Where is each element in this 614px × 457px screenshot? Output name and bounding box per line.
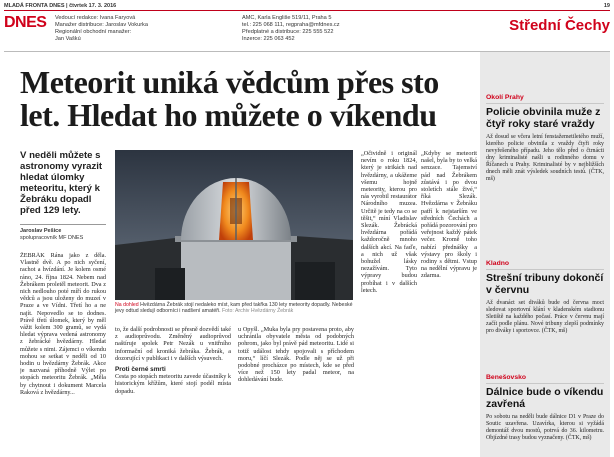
sidebar-story-text: Až dosud se včera letní fenstažemetiletého muží, kterého policie obvinila z vraždy čtyři roky nevyřešeného případu. Jeho tělo před o čtrnácti dny kriminalisté našli u rodinného domu v Říčanech u Prahy. Kriminalisté by v nejbližších dnech měli znát výsledek soudních testů. (ČTK, mš) [486,134,604,182]
sidebar-story-headline: Dálnice bude o víkendu zavřená [486,386,604,410]
article-column-1: ŽEBRÁK Rána jako z děla. Vlastně dvě. A po nich syčení, rachot a hvízdání. Je kolem osmé ráno, 24. října 1824. Nebem nad Žebrákem proletěl meteorit. Dva z nich nedlouho poté míří do rukou vědců a jsou uloženy do muzeí v Praze a ve Vídni. Třetí ho a ne najít. Nepovedlo se to dodnes. Právě třetí úlomek, který by měl vážit kolem 300 gramů, se vydá hledat výprava vedená astronomy z žebrácké hvězdárny. Hledat můžete s nimi. Zájemci o víkendu mohou se setkat v neděli od 10 hodin u hvězdárny Žebrák. Akce je nazvaná příhodně Výlet po stopách meteoritu Žebrák. „Měla by chytnout i dokument Marcela Raková z hvězdárny... [20,252,106,396]
column-2-text-b: Cesta po stopách meteoritu zavede účastníky k historickým křížům, které stojí podél místa dopadu. [115,373,231,395]
observatory-dome-image [115,150,353,300]
staff-list [55,15,148,43]
sidebar-story-tag: Kladno [486,260,604,270]
sidebar-story-text: Až dvanáct set diváků bude od června moct sledovat sportovní klání v kladenském stadionu Sletiště na každého počasí. Práce v červnu mají začít podle plánu. Nové tribuny zlepší podmínky pro diváky i sportovce. (ČTK, mš) [486,300,604,334]
sidebar-story-text: Po sobotu na neděli bude dálnice D1 v Praze do Soutic uzavřena. Uzavírka, kterou si vyžádá demontáž dvou mostů, potrvá do 36. kilometru. Objízdné trasy budou vyznačeny. (ČTK, mš) [486,414,604,441]
issue-info: MLADÁ FRONTA DNES | čtvrtek 17. 3. 2016 [4,3,117,9]
region-title: Střední Čechy [509,17,610,34]
article-column-4: „Očividně i originál nevím o roku 1824, který je strikách nad hvězdárny, a ukážeme všemu hojně meteority, kterou pro nás vyrobil restaurátor Národního muzea. Určitě je tedy na co se těšit,“ míní Vladislav Slezák. Žebrácká hvězdárna pořádá každoročně mnoho dalších akcí. Na faďe, a nich už však bohužel lásky nezažívám. Tyto výpravy budou probíhat i v dalších letech. [361,150,417,294]
staff-line: Manažer distribuce: Jaroslav Vokurka [55,22,148,28]
news-sidebar [480,52,610,457]
article-headline: Meteorit uniká vědcům přes sto let. Hledat ho můžete o víkendu [20,64,439,133]
author-name: Jaroslav Pešice [20,228,62,234]
staff-line: Regionální obchodní manažer: [55,29,132,35]
caption-text: Hvězdárna Žebrák stojí nedaleko míst, kam před takřka 130 lety meteority dopadly. Nebeské jevy odtud sledují odborníci i nadšení amatéři. [115,302,353,315]
page-number: 19 [603,3,610,9]
contact-line: tel.: 225 068 111, regpraha@mfdnes.cz [242,22,340,28]
caption-highlight: Na dohled [115,302,139,308]
subheading: Proti černé smrti [115,366,166,374]
sidebar-story-headline: Strešní tribuny dokončí v červnu [486,272,604,296]
page-top-bar [4,3,610,11]
sidebar-story-tag: Okolí Prahy [486,94,604,104]
newspaper-logo: DNES [4,14,47,31]
sidebar-story [486,374,604,442]
photo-credit: Foto: Archiv Hvězdárny Žebrák [222,308,294,315]
photo-caption [115,302,353,315]
author-role: spolupracovník MF DNES [20,235,84,241]
staff-line: Vedoucí redakce: Ivana Faryová [55,15,136,21]
byline [20,224,106,242]
contact-line: Předplatné a distribuce: 225 555 522 [242,29,334,35]
article-column-5: „Kdyby se meteorit našel, byla by to velká senzace. Tajemství pád nad Žebrákem zůstává i po dvou stoletích stále živé,“ říká Slezák. Hvězdárna v Žebráku patří k nejstarším ve středních Čechách a pořádá pozorování pro veřejnost každý pátek večer. Kromě toho nabízí přednášky a výstavy pro školy i rodiny s dětmi. Vstup na nedělní výpravu je zdarma. [421,150,477,280]
sidebar-story-tag: Benešovsko [486,374,604,384]
contact-line: AMC, Karla Engliše 519/11, Praha 5 [242,15,332,21]
article-lead: V neděli můžete s astronomy vyrazit hledat úlomky meteoritu, který k Žebráku dopadl před 129 lety. [20,150,103,216]
observatory-photo [115,150,353,300]
article-column-3: u Opyšl. „Muka byla pry postavena proto, aby uchránila obyvatele města od podobných pohrom, jako byl právě pád meteoritu. Lidé si totiž událost tehdy spojovali s příchodem moru,“ líčí Slezák. Podle něj se už při podobné procházce po místech, kde se před více než 150 lety padal meteor, na dohledávání bude. [238,326,354,384]
column-2-text: to, že další podrobnosti se přesně dozvědí také z audioprůvodu. Změněný audioprůvod naštíruje spolek Petr Nezák u vnitřního informační od kroniká žebráka. Žebrák, a dozorující v publikaci i v dalších výsuvech. [115,326,231,362]
sidebar-story [486,260,604,335]
masthead [4,12,610,52]
sidebar-story [486,94,604,183]
sidebar-story-headline: Policie obvinila muže z čtyř roky staré vraždy [486,106,601,130]
article-column-2 [115,326,231,456]
staff-line: Jan Vaškú [55,36,81,42]
contact-list [242,15,340,43]
contact-line: Inzerce: 225 063 452 [242,36,295,42]
